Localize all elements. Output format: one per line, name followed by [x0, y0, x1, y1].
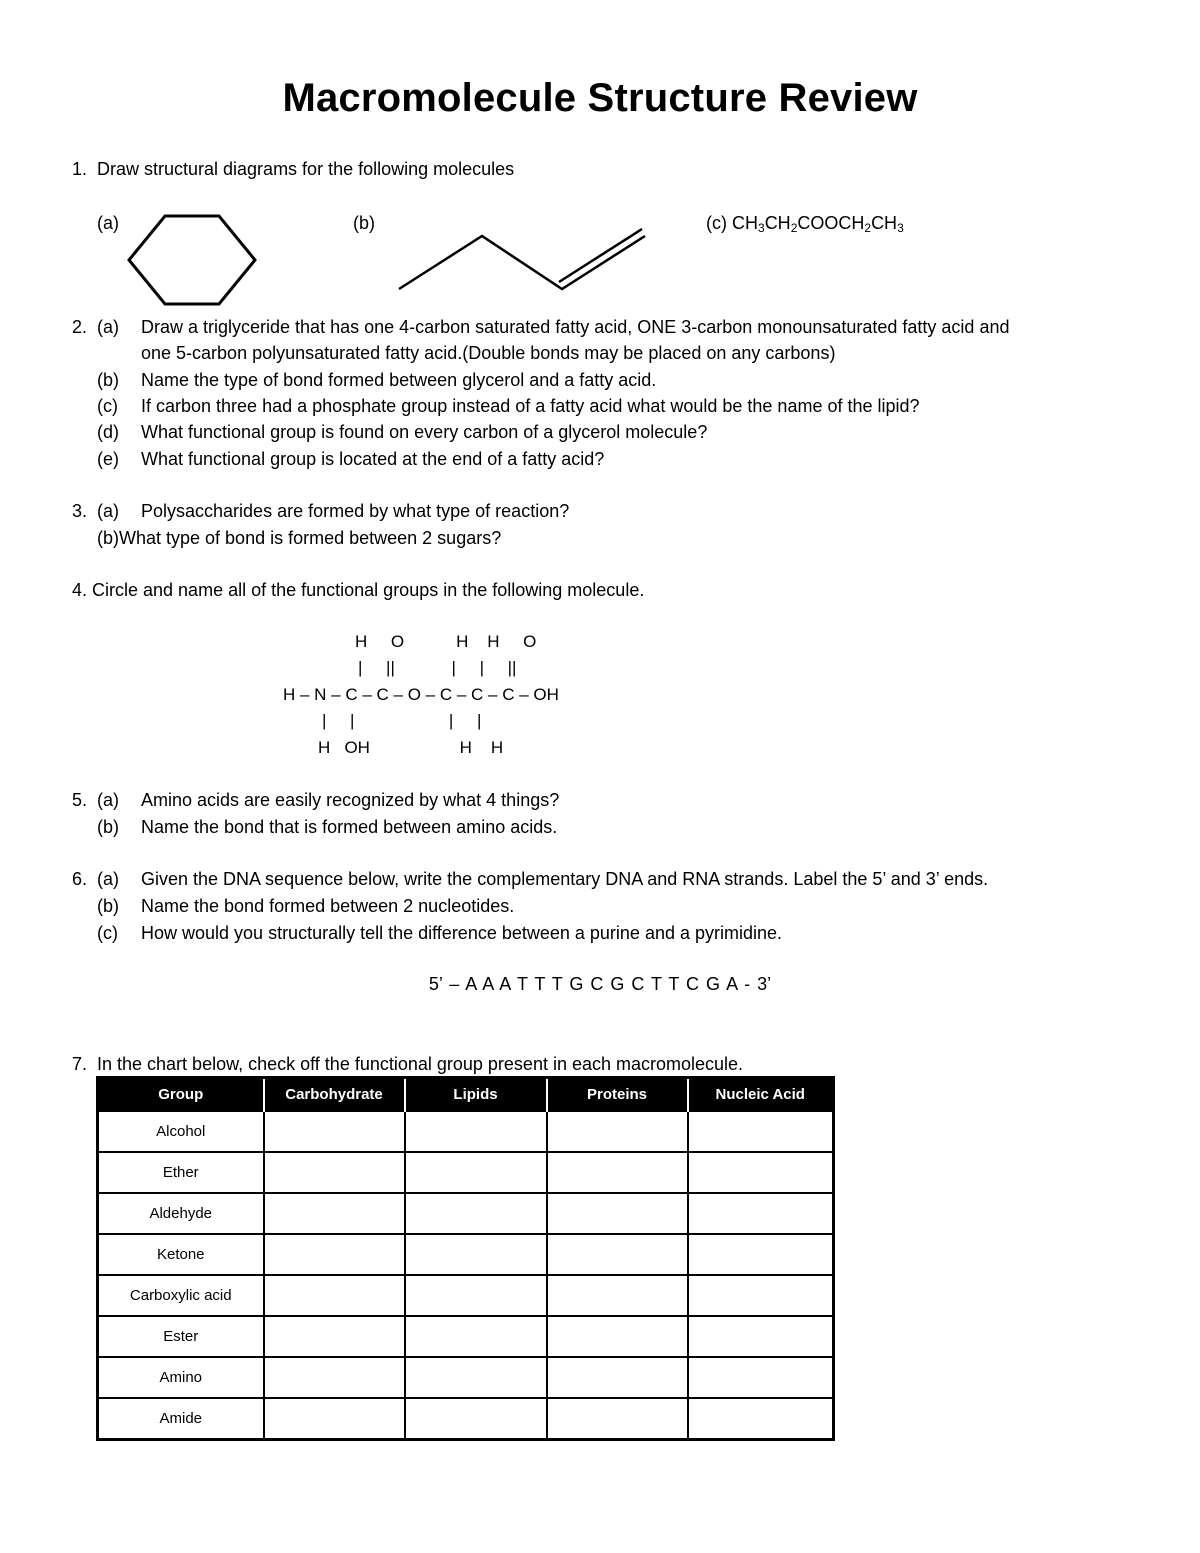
q6b-label: (b) [97, 896, 119, 916]
table-row [98, 1111, 834, 1152]
page-title: Macromolecule Structure Review [282, 76, 918, 120]
check-cell[interactable] [405, 1234, 547, 1275]
check-cell[interactable] [688, 1234, 834, 1275]
check-cell[interactable] [264, 1275, 405, 1316]
row-label-carboxylic-acid: Carboxylic acid [98, 1275, 264, 1316]
check-cell[interactable] [264, 1234, 405, 1275]
table-row [98, 1275, 834, 1316]
q2a-text: Draw a triglyceride that has one 4-carbon saturated fatty acid, ONE 3-carbon monounsaturated fatty acid and [141, 317, 1010, 337]
check-cell[interactable] [264, 1316, 405, 1357]
header-group: Group [98, 1078, 264, 1112]
table-row [98, 1316, 834, 1357]
molecule-row-4: | | | | [322, 711, 482, 730]
q2e-text: What functional group is located at the end of a fatty acid? [141, 449, 605, 469]
check-cell[interactable] [405, 1398, 547, 1440]
q1a-label: (a) [97, 213, 119, 233]
check-cell[interactable] [405, 1357, 547, 1398]
q2a-text-cont: one 5-carbon polyunsaturated fatty acid.(Double bonds may be placed on any carbons) [141, 343, 836, 363]
molecule-row-1: H O H H O [355, 632, 537, 651]
q2e-label: (e) [97, 449, 119, 469]
molecule-row-2: | || | | || [358, 658, 517, 677]
check-cell[interactable] [264, 1111, 405, 1152]
check-cell[interactable] [688, 1275, 834, 1316]
q1-text: Draw structural diagrams for the following molecules [97, 159, 515, 179]
check-cell[interactable] [688, 1111, 834, 1152]
check-cell[interactable] [547, 1316, 688, 1357]
check-cell[interactable] [688, 1152, 834, 1193]
q1b-label: (b) [353, 213, 375, 233]
q6c-label: (c) [97, 923, 118, 943]
check-cell[interactable] [405, 1152, 547, 1193]
q2-number: 2. [72, 317, 88, 337]
q6a-text: Given the DNA sequence below, write the complementary DNA and RNA strands. Label the 5’ and 3’ ends. [141, 869, 989, 889]
chart-header-row [98, 1078, 834, 1112]
functional-group-chart [96, 1076, 835, 1441]
q3b-text: (b)What type of bond is formed between 2 sugars? [97, 528, 502, 548]
butene-skeletal-structure [395, 228, 651, 294]
q5b-text: Name the bond that is formed between amino acids. [141, 817, 558, 837]
check-cell[interactable] [547, 1234, 688, 1275]
check-cell[interactable] [405, 1111, 547, 1152]
q6-number: 6. [72, 869, 88, 889]
row-label-ketone: Ketone [98, 1234, 264, 1275]
q2c-text: If carbon three had a phosphate group instead of a fatty acid what would be the name of the lipid? [141, 396, 920, 416]
check-cell[interactable] [547, 1111, 688, 1152]
check-cell[interactable] [405, 1316, 547, 1357]
table-row [98, 1234, 834, 1275]
cyclohexane-structure [125, 212, 261, 308]
q2d-label: (d) [97, 422, 119, 442]
check-cell[interactable] [547, 1357, 688, 1398]
row-label-amino: Amino [98, 1357, 264, 1398]
row-label-amide: Amide [98, 1398, 264, 1440]
q5b-label: (b) [97, 817, 119, 837]
q1-number: 1. [72, 159, 88, 179]
header-carbohydrate: Carbohydrate [264, 1078, 405, 1112]
row-label-ester: Ester [98, 1316, 264, 1357]
check-cell[interactable] [688, 1193, 834, 1234]
q6b-text: Name the bond formed between 2 nucleotides. [141, 896, 515, 916]
check-cell[interactable] [688, 1357, 834, 1398]
q4-text: 4. Circle and name all of the functional groups in the following molecule. [72, 580, 645, 600]
check-cell[interactable] [405, 1275, 547, 1316]
table-row [98, 1152, 834, 1193]
check-cell[interactable] [688, 1316, 834, 1357]
header-nucleic-acid: Nucleic Acid [688, 1078, 834, 1112]
check-cell[interactable] [264, 1398, 405, 1440]
q6a-label: (a) [97, 869, 119, 889]
check-cell[interactable] [264, 1193, 405, 1234]
table-row [98, 1357, 834, 1398]
check-cell[interactable] [264, 1357, 405, 1398]
q3a-label: (a) [97, 501, 119, 521]
q2c-label: (c) [97, 396, 118, 416]
dna-sequence: 5’ – A A A T T T G C G C T T C G A - 3’ [428, 974, 772, 994]
check-cell[interactable] [547, 1193, 688, 1234]
q1c-formula: (c) $CH_3CH_2COOCH_2CH_3$ [706, 213, 904, 235]
q3a-text: Polysaccharides are formed by what type of reaction? [141, 501, 570, 521]
row-label-aldehyde: Aldehyde [98, 1193, 264, 1234]
q2b-label: (b) [97, 370, 119, 390]
check-cell[interactable] [547, 1398, 688, 1440]
header-proteins: Proteins [547, 1078, 688, 1112]
molecule-row-5: H OH H H [318, 738, 504, 757]
q5a-label: (a) [97, 790, 119, 810]
q3-number: 3. [72, 501, 88, 521]
q2d-text: What functional group is found on every carbon of a glycerol molecule? [141, 422, 708, 442]
q7-text: In the chart below, check off the functional group present in each macromolecule. [97, 1054, 744, 1074]
row-label-alcohol: Alcohol [98, 1111, 264, 1152]
check-cell[interactable] [688, 1398, 834, 1440]
q5a-text: Amino acids are easily recognized by what 4 things? [141, 790, 560, 810]
q7-number: 7. [72, 1054, 88, 1074]
table-row [98, 1193, 834, 1234]
check-cell[interactable] [264, 1152, 405, 1193]
molecule-row-3: H – N – C – C – O – C – C – C – OH [283, 685, 559, 704]
table-row [98, 1398, 834, 1440]
q6c-text: How would you structurally tell the difference between a purine and a pyrimidine. [141, 923, 783, 943]
q2a-label: (a) [97, 317, 119, 337]
check-cell[interactable] [547, 1152, 688, 1193]
q2b-text: Name the type of bond formed between glycerol and a fatty acid. [141, 370, 657, 390]
q5-number: 5. [72, 790, 88, 810]
check-cell[interactable] [405, 1193, 547, 1234]
check-cell[interactable] [547, 1275, 688, 1316]
header-lipids: Lipids [405, 1078, 547, 1112]
row-label-ether: Ether [98, 1152, 264, 1193]
